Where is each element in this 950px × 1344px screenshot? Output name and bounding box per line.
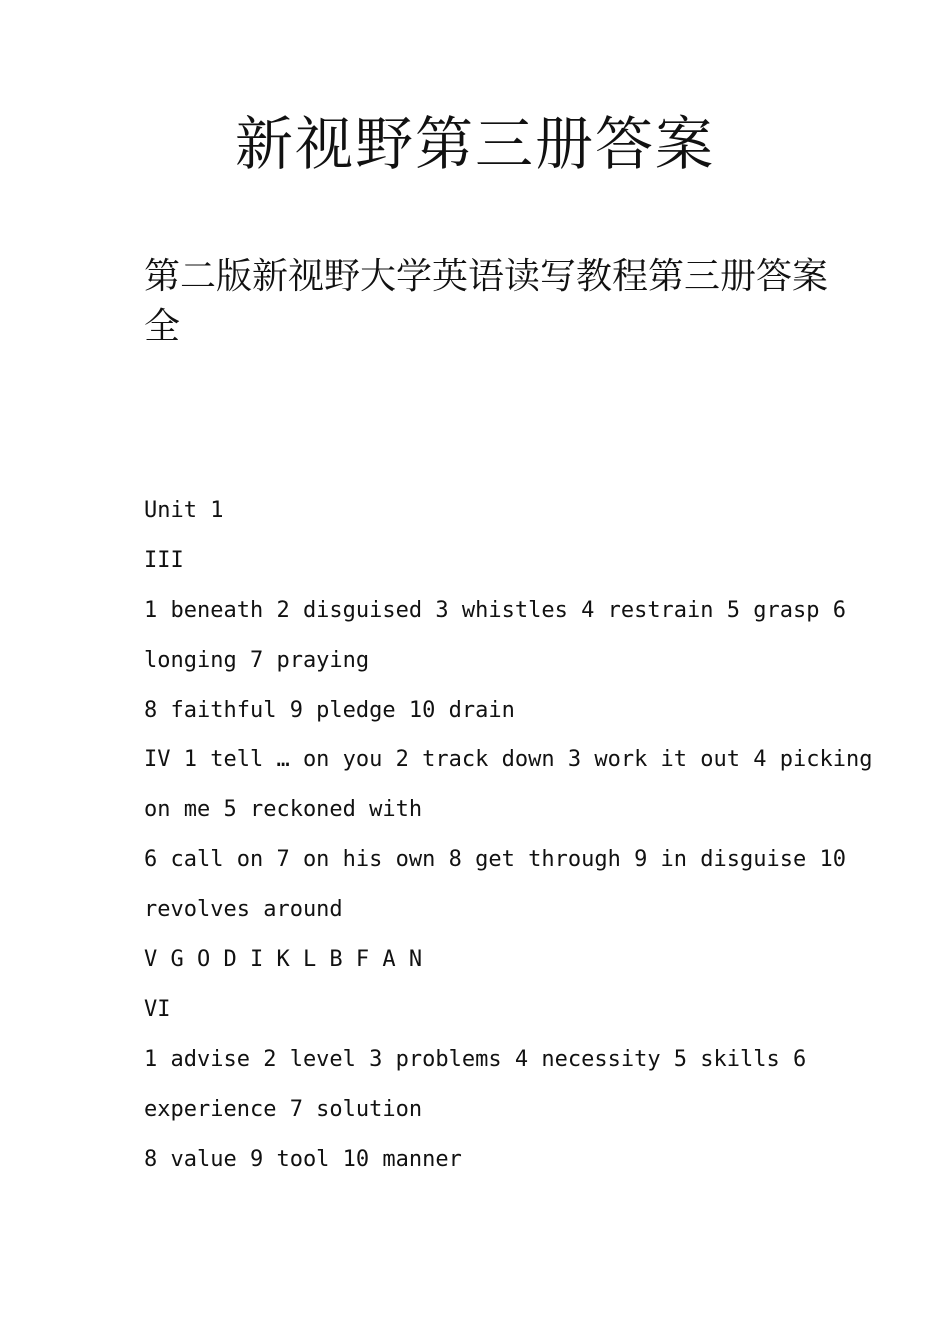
answer-line: on me 5 reckoned with [144,797,423,823]
unit-heading: Unit 1 [144,498,224,523]
section-heading: III [144,547,184,573]
answer-line: V G O D I K L B F A N [144,947,423,973]
subtitle-line: 第二版新视野大学英语读写教程第三册答案 [144,256,829,297]
answer-line: 8 value 9 tool 10 manner [144,1146,462,1172]
answer-line: experience 7 solution [144,1096,423,1122]
answer-lines [144,486,873,1184]
answer-line: revolves around [144,897,343,923]
subtitle-line: 全 [144,306,181,347]
answer-line: 1 advise 2 level 3 problems 4 necessity 5 skills 6 [144,1046,807,1072]
answer-line: 6 call on 7 on his own 8 get through 9 in disguise 10 [144,847,846,873]
document-title: 新视野第三册答案 [234,110,715,178]
answer-line: 1 beneath 2 disguised 3 whistles 4 restrain 5 grasp 6 [144,597,846,623]
answer-line: 8 faithful 9 pledge 10 drain [144,697,515,723]
document-subtitle [144,252,844,352]
answer-line: longing 7 praying [144,647,370,673]
section-heading: VI [144,996,171,1022]
answer-line: IV 1 tell … on you 2 track down 3 work it out 4 picking [144,747,873,773]
